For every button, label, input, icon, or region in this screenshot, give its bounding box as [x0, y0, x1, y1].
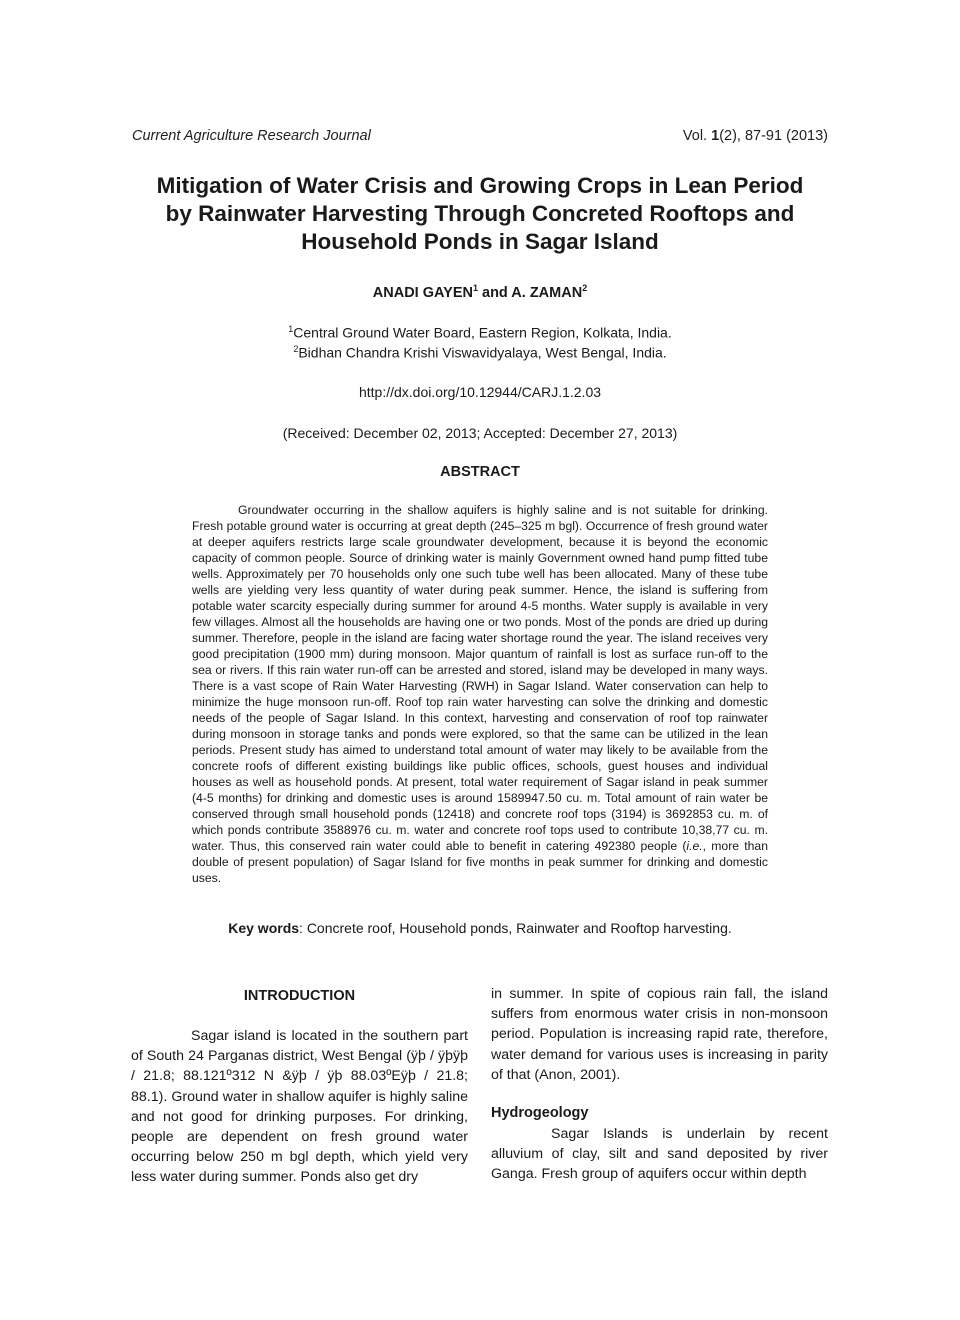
doi-link[interactable]: http://dx.doi.org/10.12944/CARJ.1.2.03 — [358, 384, 602, 400]
paper-title — [110, 172, 850, 256]
title-line: by Rainwater Harvesting Through Concreted Rooftops and — [165, 201, 795, 226]
affiliation-1: $^1$Central Ground Water Board, Eastern Region, Kolkata, India. — [288, 324, 672, 341]
hydrogeology-section — [491, 1124, 828, 1185]
right-column — [491, 984, 828, 1085]
abstract-text: Groundwater occurring in the shallow aquifers is highly saline and is not suitable for drinking. Fresh potable ground water is occurring at great depth (245–325 m bgl). Occurrence of fresh ground water at deeper aquifers restricts large scale groundwater development, because it is beyond the economic capacity of common people. Source of drinking water is mainly Government owned hand pump fitted tube wells. Approximately per 70 households only one such tube well has been allocated. Many of these tube wells are yielding very less quantity of water during peak summer. Hence, the island is suffering from potable water scarcity especially during summer for around 4-5 months. Water supply is available in very few villages. Almost all the households are having one or two ponds. Most of the ponds are dried up during summer. Therefore, people in the island are facing water shortage round the year. The island receives very good precipitation (1900 mm) during monsoon. Major quantum of rainfall is lost as surface run-off to the sea or rivers. If this rain water run-off can be arrested and stored, island may be developed in many ways. There is a vast scope of Rain Water Harvesting (RWH) in Sagar Island. Water conservation can help to minimize the huge monsoon run-off. Roof top rain water harvesting can solve the drinking and domestic needs of the people of Sagar Island. In this context, harvesting and conservation of roof top rainwater during monsoon in storage tanks and ponds were explored, so that the same can be utilized in the lean periods. Present study has aimed to understand total amount of water may likely to be available from the concrete roofs of different existing buildings like public offices, schools, guest houses and individual houses as well as household ponds. At present, total water requirement of Sagar island in peak summer (4-5 months) for drinking and domestic uses is around 1589947.50 cu. m. Total amount of rain water be conserved through small household ponds (12418) and concrete roof tops (3194) is 3692853 cu. m. of which ponds contribute 3588976 cu. m. water and concrete roof tops used to contribute 10,38,77 cu. m. water. Thus, this conserved rain water could able to benefit in catering 492380 people (i.e., more than double of present population) of Sagar Island for five months in peak summer for drinking and domestic uses. — [192, 503, 768, 885]
keywords: Key words: Concrete roof, Household ponds, Rainwater and Rooftop harvesting. — [228, 920, 732, 936]
introduction-continuation: in summer. In spite of copious rain fall, the island suffers from enormous water crisis in non-monsoon period. Population is increasing rapid rate, therefore, water demand for various uses is increasing in parity of that (Anon, 2001). — [491, 986, 828, 1083]
affiliation-2: $^2$Bidhan Chandra Krishi Viswavidyalaya, West Bengal, India. — [293, 344, 667, 361]
received-dates: (Received: December 02, 2013; Accepted: December 27, 2013) — [282, 425, 678, 441]
hydrogeology-paragraph: Sagar Islands is underlain by recent alluvium of clay, silt and sand deposited by river Ganga. Fresh group of aquifers occur within depth — [491, 1126, 828, 1183]
introduction-paragraph: Sagar island is located in the southern part of South 24 Parganas district, West Bengal (ÿþ / ÿþÿþ / 21.8; 88.121º312 N &ÿþ / ÿþ 88.03ºEÿþ / 21.8; 88.1). Ground water in shallow aquifer is highly saline and not good for drinking purposes. For drinking, people are dependent on fresh ground water occurring below 250 m bgl depth, which yield very less water during summer. Ponds also get dry — [131, 1028, 468, 1186]
title-line: Household Ponds in Sagar Island — [301, 229, 659, 254]
left-column — [131, 1026, 468, 1188]
journal-name: Current Agriculture Research Journal — [132, 128, 371, 144]
introduction-heading: INTRODUCTION — [243, 988, 356, 1004]
keywords-label: Key words — [228, 920, 300, 936]
hydrogeology-heading: Hydrogeology — [491, 1105, 589, 1121]
title-line: Mitigation of Water Crisis and Growing Crops in Lean Period — [156, 173, 804, 198]
author-list: ANADI GAYEN$^1$ and A. ZAMAN$^2$ — [372, 283, 588, 301]
abstract-heading: ABSTRACT — [440, 464, 520, 480]
volume-info: Vol. 1(2), 87-91 (2013) — [682, 128, 828, 144]
